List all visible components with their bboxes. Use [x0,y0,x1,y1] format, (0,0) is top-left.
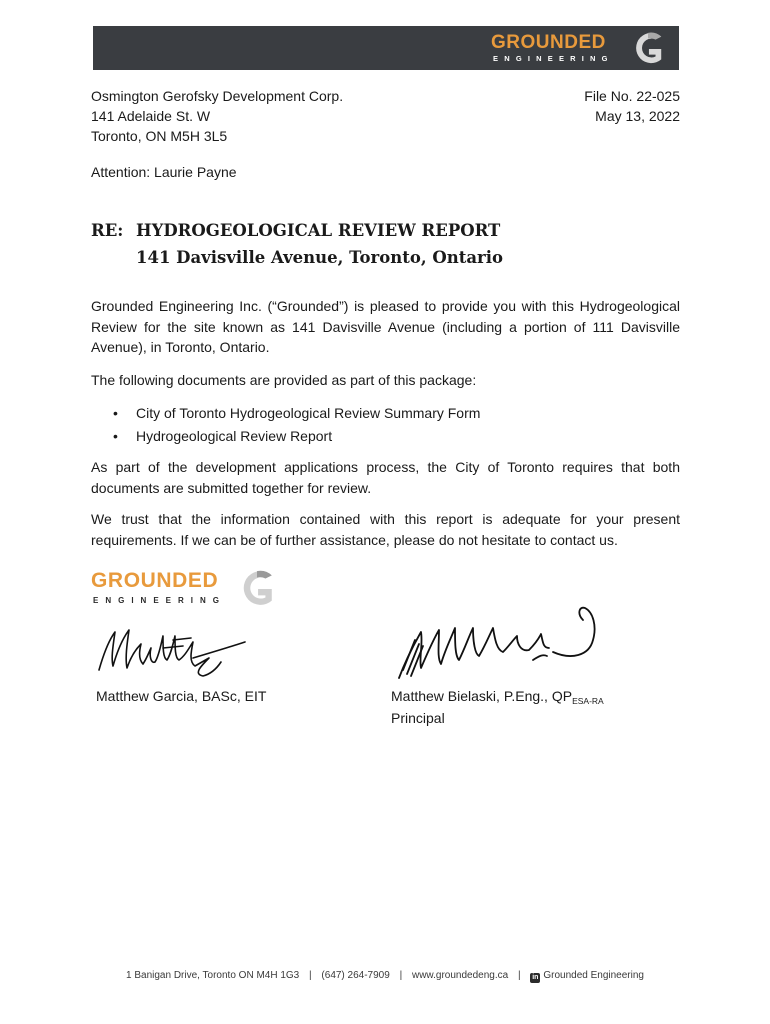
logo-brand-text: GROUNDED [91,569,219,592]
recipient-city: Toronto, ON M5H 3L5 [91,128,228,144]
subject-site: 141 Davisville Avenue, Toronto, Ontario [136,248,504,267]
list-item: • City of Toronto Hydrogeological Review Summary Form [113,405,481,421]
footer-linkedin[interactable]: Grounded Engineering [543,970,644,981]
footer-separator: | [309,970,312,981]
signatory-name: Matthew Garcia, BASc, EIT [96,688,267,704]
recipient-street: 141 Adelaide St. W [91,108,211,124]
signatory-qualifier: ESA-RA [572,696,604,706]
letter-footer [0,970,770,983]
footer-phone: (647) 264-7909 [321,970,390,981]
body-paragraph-closing: We trust that the information contained with this report is adequate for your present requirements. If we can be of further assistance, please do not hesitate to contact us. [91,511,680,548]
body-paragraph-package: The following documents are provided as part of this package: [91,372,477,388]
attention-line: Attention: Laurie Payne [91,164,237,180]
logo-tagline-text: ENGINEERING [493,54,614,63]
document-name: City of Toronto Hydrogeological Review Summary Form [136,405,481,421]
recipient-address [91,86,343,146]
subject-label: RE: [91,221,124,240]
document-name: Hydrogeological Review Report [136,427,333,444]
signatory-name: Matthew Bielaski, P.Eng., QP [391,688,573,704]
signature-company-logo [91,570,281,610]
footer-website[interactable]: www.groundedeng.ca [411,970,509,981]
signatory-garcia [96,686,266,706]
file-number: File No. 22-025 [584,88,680,104]
logo-tagline-text: ENGINEERING [93,596,227,605]
letter-date: May 13, 2022 [595,108,680,124]
company-logo [491,30,669,66]
signatory-bielaski [391,686,604,728]
recipient-company: Osmington Gerofsky Development Corp. [91,88,344,104]
signatory-title: Principal [391,710,445,726]
logo-brand-text: GROUNDED [491,32,606,53]
signature-garcia [93,618,253,688]
body-paragraph-requirement: As part of the development applications process, the City of Toronto requires that both documents are submitted together for review. [91,459,680,496]
subject-title: HYDROGEOLOGICAL REVIEW REPORT [136,221,501,240]
body-paragraph-intro: Grounded Engineering Inc. (“Grounded”) is pleased to provide you with this Hydrogeological Review for the site known as 141 Davisville Avenue (including a portion of 111 Davisville Avenue), in Toronto, Ontario. [91,298,680,355]
footer-separator: | [399,970,403,981]
g-logo-icon [629,31,667,65]
g-logo-icon [235,569,279,607]
list-item: • Hydrogeological Review Report [113,427,333,444]
linkedin-icon: in [532,974,539,981]
file-info [584,86,680,126]
document-list [91,402,480,447]
footer-separator: | [517,970,521,981]
footer-address: 1 Banigan Drive, Toronto ON M4H 1G3 [126,970,300,981]
letterhead-band [93,26,679,70]
signature-bielaski [393,600,603,684]
